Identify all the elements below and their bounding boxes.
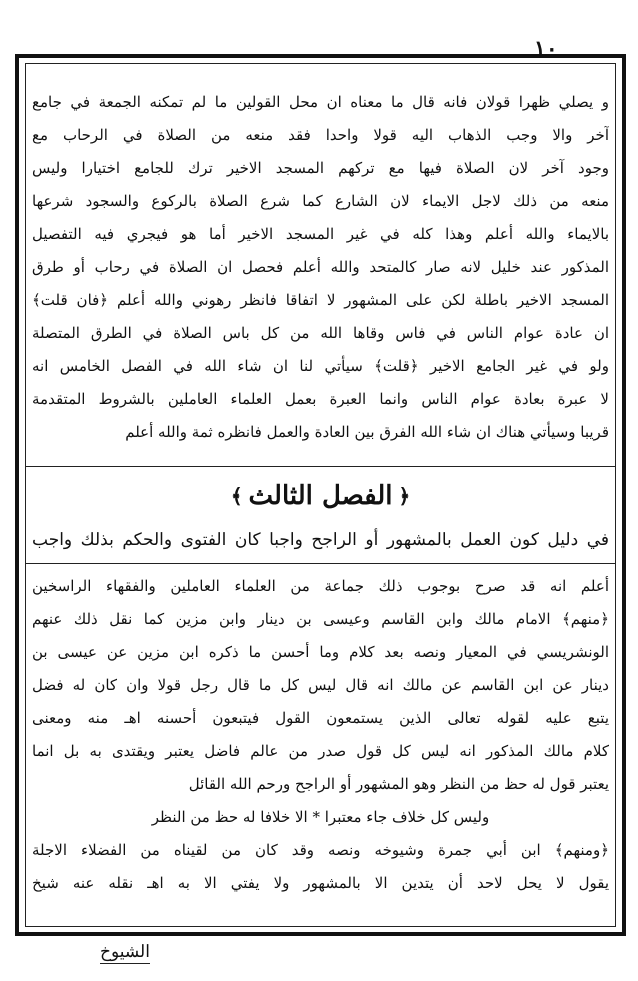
- text-line: المذكور عند خليل لانه صار كالمتحد والله أعلم فحصل ان الصلاة في رحاب أو طرق: [32, 258, 609, 276]
- ornament-icon: ﴾: [230, 484, 243, 508]
- text-line: المسجد الاخير باطلة لكن على المشهور لا اتفاقا فانظر رهوني والله أعلم ﴿فان قلت﴾: [32, 291, 609, 309]
- text-line: قريبا وسيأتي هناك ان شاء الله الفرق بين العادة والعمل فانظره ثمة والله أعلم: [125, 423, 609, 441]
- text-line: ﴿ومنهم﴾ ابن أبي جمرة وشيوخه ونصه وقد كان من لقيناه من الفضلاء الاجلة: [32, 841, 609, 859]
- text-line: يعتبر قول له حظ من النظر وهو المشهور أو الراجح ورحم الله القائل: [188, 775, 609, 793]
- page-number: ١٠: [534, 36, 558, 62]
- text-line: يقول لا يحل لاحد أن يتدين الا بالمشهور ولا يفتي الا به اهـ نقله عنه شيخ: [32, 874, 609, 892]
- text-line: ﴿منهم﴾ الامام مالك وابن القاسم وعيسى بن دينار وابن مزين كما نقل ذلك عنهم: [32, 610, 609, 628]
- text-line: يتبع عليه لقوله تعالى الذين يستمعون القول فيتبعون أحسنه اهـ منه ومعنى: [32, 709, 609, 727]
- text-line: آخر والا وجب الذهاب اليه قولا واحدا فقد منعه من الصلاة في الرحاب مع: [32, 126, 609, 144]
- catchword: الشيوخ: [100, 942, 150, 962]
- section-two-text: [32, 570, 609, 900]
- chapter-subheading: في دليل كون العمل بالمشهور أو الراجح واجبا كان الفتوى والحكم بذلك واجب: [32, 530, 609, 550]
- text-line: و يصلي ظهرا قولان فانه قال ما معناه ان محل القولين ما لم تمكنه الجمعة في جامع: [32, 93, 609, 111]
- chapter-title: الفصل الثالث: [248, 481, 393, 511]
- text-line: دينار عن ابن القاسم عن مالك انه قال ليس كل ما قال رجل قولا وان كان له فضل: [32, 676, 609, 694]
- text-line: منعه من ذلك لاجل الايماء لان الشارع كما شرع الصلاة بالركوع والسجود شرعها: [32, 192, 609, 210]
- text-line: كلام مالك المذكور انه ليس كل قول صدر من عالم فاضل يعتبر ويقتدى به بل انما: [32, 742, 609, 760]
- ornament-icon: ﴿: [398, 484, 411, 508]
- section-divider: [25, 563, 616, 564]
- text-line: وجود آخر لان الصلاة فيها مع تركهم المسجد الاخير ترك للجامع اختيارا وليس: [32, 159, 609, 177]
- chapter-heading: [25, 476, 616, 516]
- text-line: الونشريسي في المعيار ونصه بعد كلام وما أحسن ما ذكره ابن مزين عن عيسى بن: [32, 643, 609, 661]
- section-divider: [25, 466, 616, 467]
- text-line: ولو في غير الجامع الاخير ﴿قلت﴾ سيأتي لنا ان شاء الله في الفصل الخامس انه: [32, 357, 609, 375]
- section-one-text: [32, 86, 609, 449]
- text-line: بالايماء والله أعلم وهذا كله في غير المسجد الاخير أما هو فيجري فيه التفصيل: [32, 225, 609, 243]
- verse-line: وليس كل خلاف جاء معتبرا * الا خلافا له حظ من النظر: [151, 808, 490, 826]
- text-line: لا عبرة بعادة عوام الناس وانما العبرة بعمل العلماء العاملين بالشروط المتقدمة: [32, 390, 609, 408]
- text-line: ان عادة عوام الناس في فاس وقاها الله من كل باس الصلاة في الطرق المتصلة: [32, 324, 609, 342]
- text-line: أعلم انه قد صرح بوجوب ذلك جماعة من العلماء العاملين والفقهاء الراسخين: [32, 577, 609, 595]
